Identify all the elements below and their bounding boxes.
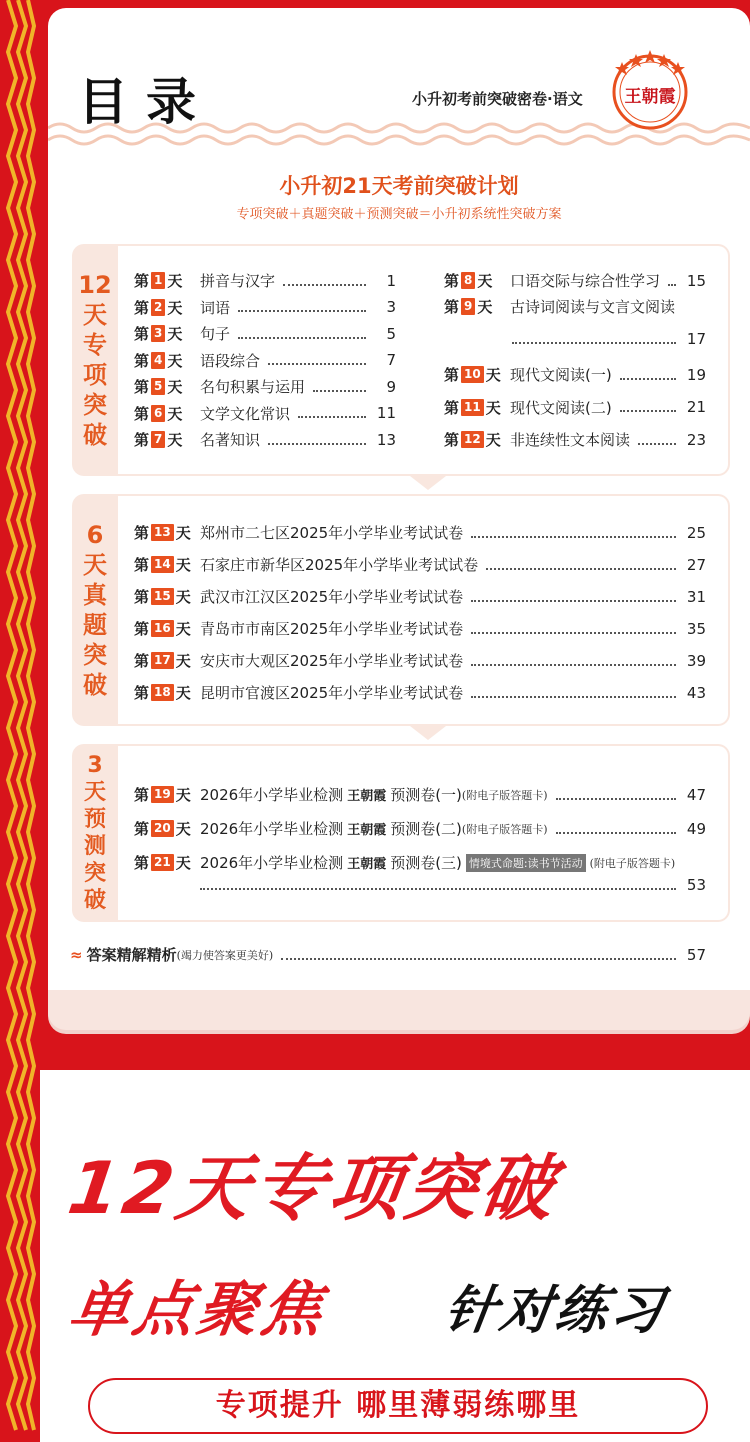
entry-title: 昆明市官渡区2025年小学毕业考试试卷 [200,684,464,702]
toc-row[interactable] [134,682,706,703]
day-number: 15 [151,588,174,605]
toc-row[interactable] [134,618,706,639]
day-number: 11 [461,399,484,416]
page-number: 5 [386,324,396,343]
day-number: 16 [151,620,174,637]
gold-ribbon-decoration [0,0,40,1442]
brand-logo-icon [608,48,692,132]
leader-dots [298,408,366,418]
day-number: 5 [151,378,165,395]
wave-icon: ≈ [70,945,83,964]
day-label: 第 4 天 [134,351,183,370]
day-number: 1 [151,272,165,289]
entry-title: 名著知识 [200,431,261,449]
toc-row[interactable] [134,403,396,424]
toc-row[interactable] [444,364,706,385]
page-number: 11 [376,404,396,422]
page-number: 39 [686,651,706,670]
day-number: 12 [461,431,484,448]
series-name: 小升初考前突破密卷·语文 [412,90,583,108]
day-number: 14 [151,556,174,573]
page-number: 17 [686,330,706,348]
leader-dots [471,688,676,698]
day-label: 第 11 天 [444,398,501,417]
entry-title: 2026年小学毕业检测 [200,820,344,838]
toc-row[interactable] [444,429,706,450]
toc-row[interactable] [134,270,396,291]
leader-dots [200,880,676,890]
entry-title-2: 预测卷(一) [390,786,462,804]
day-number: 13 [151,524,174,541]
toc-row[interactable] [134,350,396,371]
entry-title: 2026年小学毕业检测 [200,786,344,804]
entry-title: 文学文化常识 [200,404,291,423]
promo-pill: 专项提升 哪里薄弱练哪里 [88,1378,708,1434]
toc-row[interactable] [134,784,706,805]
toc-row[interactable] [134,323,396,344]
leader-dots [238,302,366,312]
entry-title: 口语交际与综合性学习 [510,272,661,290]
promo-focus: 单点聚焦 [64,1275,331,1345]
plan-title: 小升初21天考前突破计划 [279,174,519,198]
brand-mark: 王朝霞 [347,823,387,838]
toc-row[interactable] [444,270,706,291]
toc-row[interactable] [134,429,396,450]
day-number: 10 [461,366,484,383]
day-label: 第 16 天 [134,620,191,638]
day-label: 第 18 天 [134,684,191,702]
entry-title: 古诗词阅读与文言文阅读 [510,298,676,316]
toc-row[interactable] [134,554,706,575]
leader-dots [638,435,676,445]
day-label: 第 3 天 [134,325,183,343]
day-number: 20 [151,820,174,837]
page-number: 9 [386,377,396,396]
entry-title-2: 预测卷(三) [390,854,462,872]
entry-note: (附电子版答题卡) [461,788,548,802]
scenario-tag: 情境式命题:读书节活动 [466,854,586,872]
day-number: 21 [151,854,174,871]
day-label: 第 10 天 [444,366,501,384]
day-number: 9 [461,298,475,315]
brand-mark: 王朝霞 [347,857,387,872]
page-number: 25 [686,523,706,542]
toc-row[interactable] [444,296,706,317]
promo-practice: 针对练习 [441,1281,670,1341]
toc-row-continuation[interactable] [200,876,706,894]
toc-row[interactable] [134,818,706,839]
entry-title: 名句积累与运用 [200,378,306,396]
day-label: 第 12 天 [444,431,501,449]
leader-dots [471,656,676,666]
entry-title: 石家庄市新华区2025年小学毕业考试试卷 [200,556,479,574]
entry-title-2: 预测卷(二) [390,820,462,838]
day-label: 第 21 天 [134,854,191,872]
leader-dots [471,528,676,538]
entry-title: 现代文阅读(二) [510,398,612,417]
leader-dots [471,624,676,634]
day-label: 第 1 天 [134,272,183,290]
day-label: 第 19 天 [134,786,191,804]
brand-mark: 王朝霞 [347,789,387,804]
page-number: 1 [386,271,396,290]
answers-entry[interactable]: ≈ 答案精解精析 (竭力使答案更美好) 57 [70,945,706,964]
toc-row[interactable] [134,852,706,873]
page-number: 53 [686,876,706,894]
day-label: 第 13 天 [134,524,191,542]
entry-title: 安庆市大观区2025年小学毕业考试试卷 [200,652,464,670]
leader-dots [471,592,676,602]
day-label: 第 6 天 [134,404,183,423]
day-label: 第 2 天 [134,298,183,317]
page-number: 47 [686,785,706,804]
entry-title: 词语 [200,298,231,317]
page-number: 49 [686,819,706,838]
leader-dots [620,370,676,380]
leader-dots [668,276,676,286]
entry-title: 青岛市市南区2025年小学毕业考试试卷 [200,620,464,638]
page-number: 43 [686,683,706,702]
svg-text:王朝霞: 王朝霞 [624,87,676,107]
entry-title: 武汉市江汉区2025年小学毕业考试试卷 [200,588,464,606]
day-number: 2 [151,299,165,316]
day-number: 6 [151,405,165,422]
page-number: 27 [686,555,706,574]
day-number: 7 [151,431,165,448]
leader-dots [268,435,366,445]
day-number: 8 [461,272,475,289]
day-number: 4 [151,352,165,369]
entry-title: 2026年小学毕业检测 [200,854,344,872]
page-number: 23 [686,430,706,449]
section-label: 6 天 真 题 突 破 [83,521,107,699]
page-number: 7 [386,351,396,369]
day-label: 第 14 天 [134,556,191,574]
toc-row[interactable] [134,650,706,671]
leader-dots [238,329,366,339]
day-number: 19 [151,786,174,803]
entry-title: 语段综合 [200,351,261,370]
page-number: 35 [686,619,706,638]
page-number: 19 [686,365,706,384]
page-number: 31 [686,587,706,606]
day-number: 18 [151,684,174,701]
day-number: 17 [151,652,174,669]
entry-title: 非连续性文本阅读 [510,431,631,449]
leader-dots [556,790,676,800]
section-label: 3 天 预 测 突 破 [83,753,106,913]
day-label: 第 15 天 [134,588,191,606]
page-number: 3 [386,298,396,316]
entry-title: 拼音与汉字 [200,272,276,290]
plan-subtitle: 专项突破＋真题突破＋预测突破＝小升初系统性突破方案 [236,207,562,222]
day-label: 第 20 天 [134,820,191,838]
leader-dots [486,560,676,570]
section-label: 12 天 专 项 突 破 [78,271,112,449]
day-number: 3 [151,325,165,342]
toc-row[interactable] [134,297,396,318]
toc-row[interactable] [134,586,706,607]
promo-headline: 12天专项突破 [63,1146,564,1230]
leader-dots [512,334,676,344]
toc-row[interactable] [134,376,396,397]
leader-dots [283,276,366,286]
entry-title: 现代文阅读(一) [510,366,612,384]
card-shadow [48,990,750,1030]
day-label: 第 17 天 [134,652,191,670]
section-arrow [410,476,446,490]
day-label: 第 9 天 [444,298,493,316]
day-label: 第 5 天 [134,378,183,396]
toc-row-continuation[interactable] [512,330,706,348]
page-number: 13 [376,430,396,449]
page-title: 目录 [78,73,214,131]
entry-title: 句子 [200,325,231,343]
toc-row[interactable] [134,522,706,543]
page-number: 21 [686,398,706,416]
toc-row[interactable] [444,397,706,418]
page-number: 15 [686,271,706,290]
leader-dots [556,824,676,834]
day-label: 第 7 天 [134,431,183,449]
section-arrow [410,726,446,740]
leader-dots [620,402,676,412]
entry-title: 郑州市二七区2025年小学毕业考试试卷 [200,524,464,542]
leader-dots [268,355,366,365]
entry-note: (附电子版答题卡) [589,856,676,870]
day-label: 第 8 天 [444,272,493,290]
leader-dots [313,382,366,392]
entry-note: (附电子版答题卡) [461,822,548,836]
